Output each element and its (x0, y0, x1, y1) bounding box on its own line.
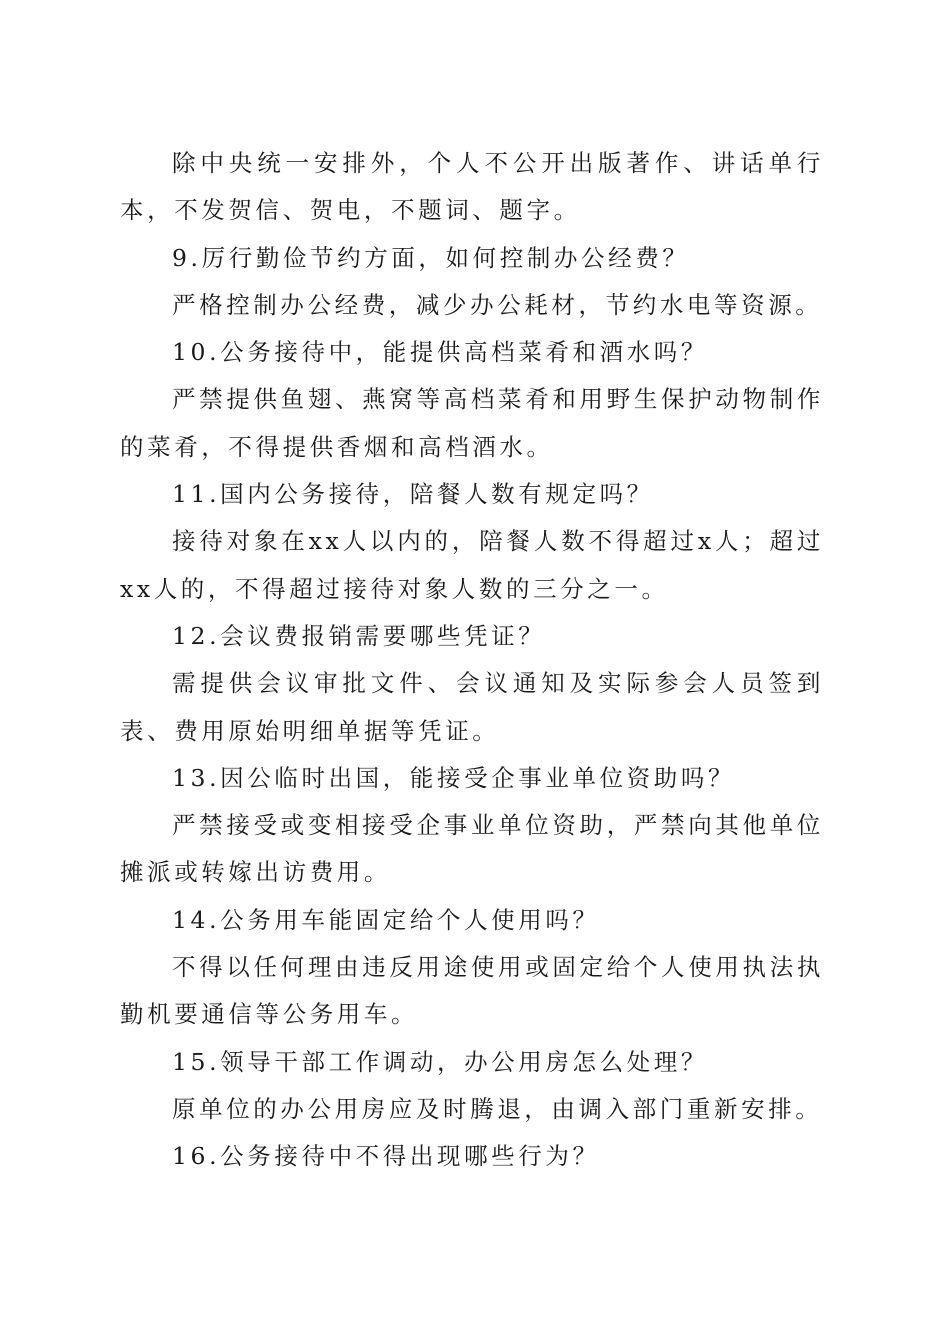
answer-paragraph: 严禁接受或变相接受企事业单位资助，严禁向其他单位摊派或转嫁出访费用。 (120, 811, 824, 887)
answer-paragraph: 严格控制办公经费，减少办公耗材，节约水电等资源。 (172, 290, 823, 319)
question-heading: 11.国内公务接待，陪餐人数有规定吗？ (172, 480, 654, 509)
question-heading: 12.会议费报销需要哪些凭证？ (172, 621, 546, 650)
document-body (120, 140, 824, 1181)
question-heading: 14.公务用车能固定给个人使用吗？ (172, 905, 600, 934)
question-heading: 10.公务接待中，能提供高档菜肴和酒水吗？ (172, 338, 708, 367)
answer-paragraph: 原单位的办公用房应及时腾退，由调入部门重新安排。 (172, 1094, 823, 1123)
answer-paragraph: 接待对象在xx人以内的，陪餐人数不得超过x人；超过xx人的，不得超过接待对象人数的三分之一。 (120, 527, 824, 603)
answer-paragraph: 需提供会议审批文件、会议通知及实际参会人员签到表、费用原始明细单据等凭证。 (120, 669, 824, 745)
question-heading: 16.公务接待中不得出现哪些行为？ (172, 1142, 600, 1171)
question-heading: 9.厉行勤俭节约方面，如何控制办公经费？ (172, 243, 690, 272)
answer-paragraph: 严禁提供鱼翅、燕窝等高档菜肴和用野生保护动物制作的菜肴，不得提供香烟和高档酒水。 (120, 385, 824, 461)
question-heading: 13.因公临时出国，能接受企事业单位资助吗？ (172, 763, 736, 792)
answer-paragraph: 不得以任何理由违反用途使用或固定给个人使用执法执勤机要通信等公务用车。 (120, 953, 824, 1029)
answer-paragraph: 除中央统一安排外，个人不公开出版著作、讲话单行本，不发贺信、贺电，不题词、题字。 (120, 149, 824, 225)
question-heading: 15.领导干部工作调动，办公用房怎么处理？ (172, 1047, 708, 1076)
